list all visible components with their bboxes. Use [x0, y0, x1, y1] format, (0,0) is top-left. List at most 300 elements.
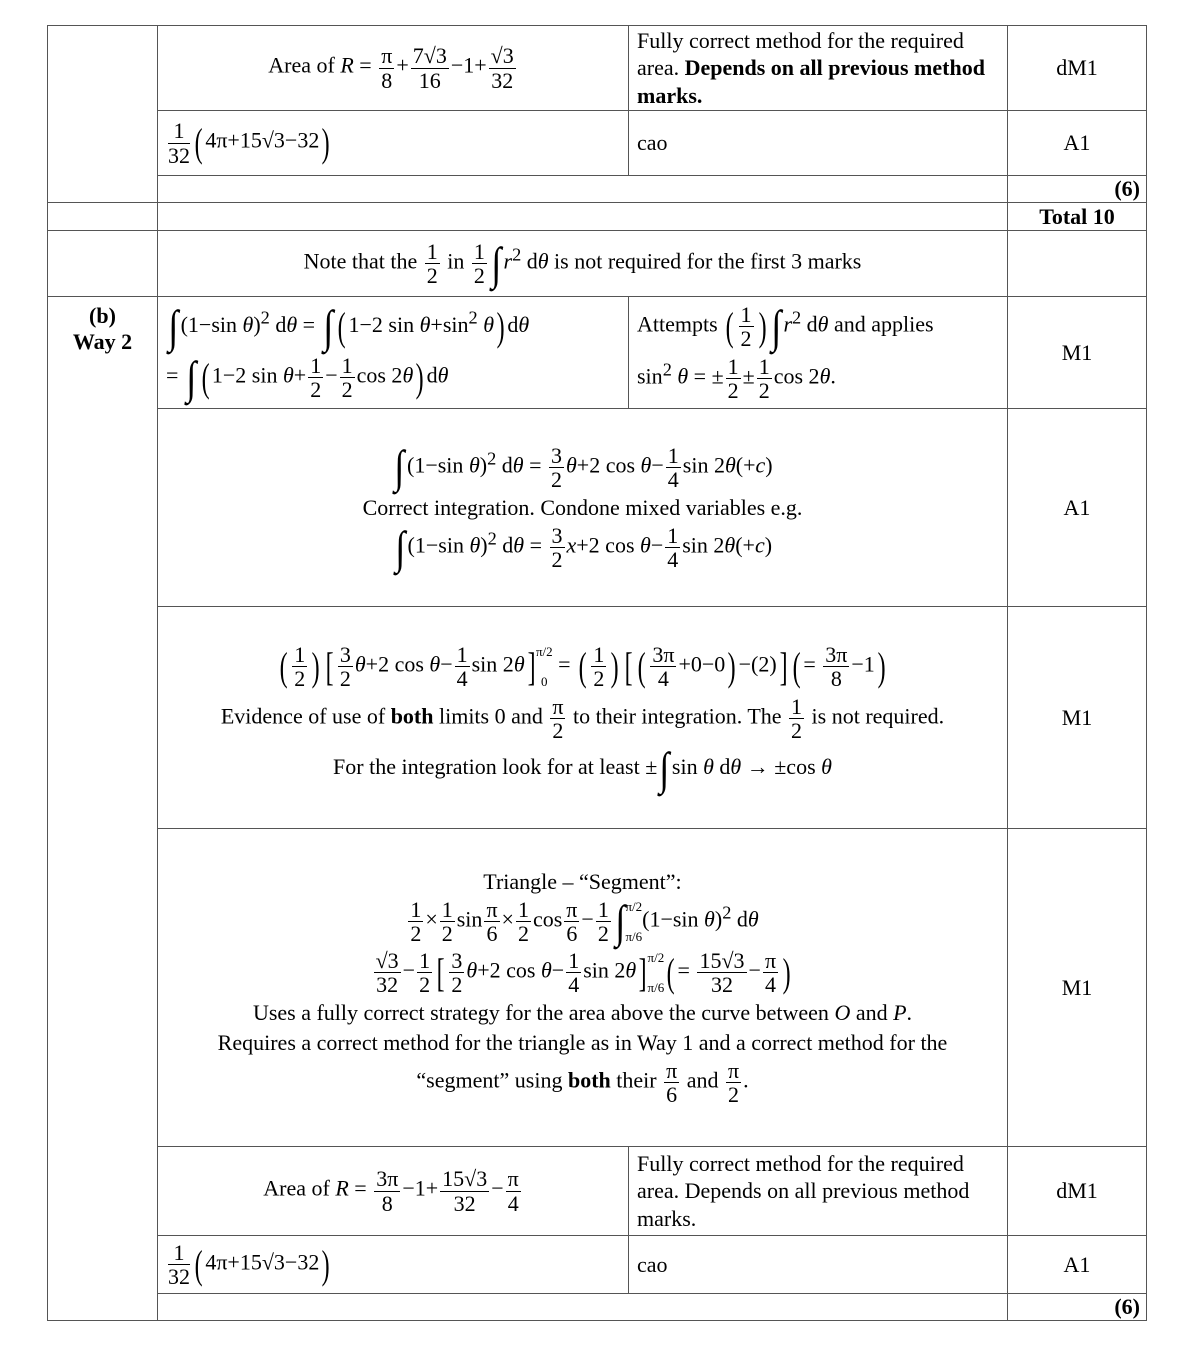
- numerator: 3: [550, 442, 562, 468]
- text-line: [166, 351, 620, 403]
- numerator: 1: [791, 693, 803, 719]
- bracket: [: [325, 643, 334, 689]
- math-text: −: [651, 452, 664, 478]
- table-row: [48, 231, 1147, 297]
- numerator: 3π: [376, 1166, 399, 1192]
- math-text: ): [253, 311, 261, 337]
- math-text: −: [325, 362, 338, 388]
- math-variable: θ: [817, 311, 829, 337]
- math-text: −1: [851, 651, 875, 677]
- fraction: [338, 643, 353, 690]
- fraction: [168, 119, 190, 166]
- mark: dM1: [1008, 26, 1147, 111]
- math-text: .: [830, 363, 836, 389]
- math-variable: θ: [677, 363, 689, 389]
- question-cell: [48, 26, 158, 203]
- denominator: 2: [597, 921, 609, 947]
- working: [166, 300, 620, 403]
- math-variable: r: [783, 311, 792, 337]
- math-text: +0−0: [678, 651, 726, 677]
- math-text: is not required.: [806, 703, 945, 729]
- text-line: [166, 949, 999, 996]
- fraction: [666, 444, 681, 491]
- guidance: [637, 129, 999, 157]
- fraction: [550, 524, 565, 571]
- math-variable: θ: [468, 452, 480, 478]
- mark: A1: [1008, 409, 1147, 607]
- numerator: √3: [375, 948, 399, 974]
- numerator: 1: [168, 1241, 190, 1265]
- table-row: [48, 1147, 1147, 1236]
- numerator: 7√3: [412, 43, 447, 69]
- denominator: 2: [517, 921, 529, 947]
- fraction: [739, 303, 754, 350]
- denominator: 32: [168, 142, 190, 168]
- working: [166, 1241, 620, 1288]
- math-variable: θ: [730, 753, 742, 779]
- superscript: 2: [662, 358, 672, 379]
- table-row: [48, 203, 1147, 231]
- math-text: ): [764, 532, 773, 558]
- working: [166, 1167, 620, 1214]
- guidance: [637, 1150, 999, 1233]
- table-row: [48, 297, 1147, 409]
- table-row: [48, 1236, 1147, 1294]
- bracket: (: [792, 643, 801, 689]
- text-line: [166, 237, 999, 289]
- denominator: 4: [507, 1190, 519, 1216]
- integral-sign: ∫: [771, 300, 782, 352]
- numerator: 1: [593, 642, 605, 668]
- numerator: 3π: [652, 642, 675, 668]
- guidance: [637, 1251, 999, 1279]
- integral-sign: ∫: [491, 237, 502, 289]
- math-text: ×: [501, 906, 514, 932]
- math-text: =: [523, 452, 547, 478]
- working: [166, 869, 999, 1106]
- numerator: 3: [339, 642, 351, 668]
- text-line: [166, 869, 999, 894]
- math-text: d: [269, 311, 287, 337]
- text-line: [166, 441, 999, 493]
- math-text: +2 cos: [576, 532, 640, 558]
- math-text: sin: [456, 906, 483, 932]
- math-text: d: [496, 532, 514, 558]
- table-row: [48, 26, 1147, 111]
- math-text: 4π+15√3−32: [205, 1249, 320, 1275]
- numerator: 15√3: [442, 1166, 488, 1192]
- math-text: d: [507, 311, 519, 337]
- math-text: −: [491, 1176, 504, 1202]
- math-variable: θ: [704, 906, 715, 932]
- denominator: 32: [168, 1264, 190, 1289]
- text-line: [166, 521, 999, 573]
- math-variable: θ: [242, 311, 254, 337]
- math-text: → ±cos: [741, 753, 822, 779]
- upper-limit: π/2: [535, 643, 553, 659]
- mark-total: (6): [1008, 1294, 1147, 1321]
- denominator: 8: [381, 67, 393, 93]
- fraction: [411, 44, 449, 91]
- math-text: 1−2 sin: [211, 362, 283, 388]
- denominator: 2: [728, 1082, 739, 1108]
- fraction: [425, 240, 440, 287]
- bracket: ): [782, 949, 791, 995]
- denominator: 4: [456, 666, 468, 692]
- text-line: [637, 300, 999, 352]
- math-text: ): [479, 452, 488, 478]
- integral-sign: ∫: [186, 351, 197, 403]
- fraction: [292, 643, 307, 690]
- fraction: [408, 898, 423, 945]
- table-row: [48, 607, 1147, 829]
- lower-limit: π/6: [625, 929, 643, 945]
- numerator: 3: [451, 948, 463, 974]
- denominator: 4: [657, 666, 669, 692]
- denominator: 32: [491, 67, 514, 93]
- math-variable: θ: [286, 311, 298, 337]
- math-variable: θ: [469, 532, 481, 558]
- math-text: ): [765, 452, 773, 478]
- text-line: [166, 1030, 999, 1055]
- fraction: [484, 898, 499, 945]
- bracket: (: [666, 949, 675, 995]
- math-text: Area of: [268, 53, 341, 79]
- math-text: −(2): [738, 651, 777, 677]
- math-text: d: [496, 452, 513, 478]
- fraction: [763, 949, 778, 996]
- math-text: −: [581, 906, 594, 932]
- math-variable: θ: [466, 957, 478, 983]
- numerator: 1: [667, 442, 679, 468]
- note: [166, 237, 999, 289]
- bold-text: both: [567, 1067, 611, 1093]
- bracket: ): [415, 354, 424, 400]
- superscript: 2: [512, 244, 522, 265]
- fraction: [664, 1059, 679, 1106]
- numerator: 1: [310, 352, 322, 378]
- math-variable: θ: [354, 651, 366, 677]
- numerator: π: [486, 897, 498, 923]
- bracket: ): [758, 303, 767, 349]
- bracket: ]: [638, 949, 647, 995]
- math-variable: R: [335, 1176, 349, 1202]
- working: [166, 44, 620, 91]
- math-text: and: [681, 1067, 724, 1093]
- math-text: limits 0 and: [433, 703, 549, 729]
- math-text: d: [713, 753, 731, 779]
- math-text: sin: [637, 363, 663, 389]
- math-variable: θ: [625, 957, 637, 983]
- bracket: ): [877, 643, 886, 689]
- math-variable: r: [503, 248, 513, 274]
- math-text: −: [440, 651, 453, 677]
- math-text: (1−sin: [642, 906, 705, 932]
- math-text: +sin: [430, 311, 469, 337]
- math-variable: θ: [819, 363, 831, 389]
- math-text: .: [743, 1067, 749, 1093]
- math-text: .: [906, 1000, 913, 1026]
- math-text: d: [426, 362, 438, 388]
- fraction: [472, 240, 487, 287]
- text-line: [166, 495, 999, 520]
- numerator: π: [666, 1058, 678, 1084]
- limits: [648, 950, 665, 996]
- math-text: 4π+15√3−32: [205, 128, 320, 154]
- math-text: =: [348, 1176, 373, 1202]
- question-total: Total 10: [1008, 203, 1147, 231]
- denominator: 4: [667, 466, 679, 492]
- math-text: sin 2: [682, 452, 725, 478]
- fraction: [417, 949, 432, 996]
- limits: [536, 644, 553, 690]
- math-text: +: [293, 362, 307, 388]
- denominator: 2: [551, 547, 563, 573]
- fraction: [516, 898, 531, 945]
- bracket: ]: [527, 643, 536, 689]
- table-row: [48, 409, 1147, 607]
- numerator: 1: [441, 897, 453, 923]
- math-text: =: [677, 957, 696, 983]
- guidance: [637, 27, 999, 110]
- denominator: 6: [666, 1082, 678, 1108]
- math-text: (1−sin: [407, 452, 469, 478]
- fraction: [550, 695, 565, 742]
- numerator: 1: [419, 948, 431, 974]
- math-text: cao: [637, 1251, 668, 1277]
- upper-limit: π/2: [625, 898, 643, 914]
- math-text: Requires a correct method for the triangle as in Way 1 and a correct method for the: [217, 1029, 948, 1055]
- numerator: 1: [410, 897, 422, 923]
- bracket: [: [624, 643, 633, 689]
- math-text: their: [610, 1067, 663, 1093]
- math-text: cao: [637, 130, 668, 156]
- numerator: 1: [426, 238, 438, 264]
- math-variable: θ: [402, 362, 414, 388]
- math-text: ): [714, 906, 723, 932]
- math-text: cos 2: [356, 362, 403, 388]
- denominator: 16: [418, 67, 441, 93]
- numerator: 1: [473, 238, 485, 264]
- math-variable: θ: [724, 452, 736, 478]
- math-text: Evidence of use of: [220, 703, 391, 729]
- table-row: [48, 1294, 1147, 1321]
- mark: M1: [1008, 829, 1147, 1147]
- math-variable: x: [566, 532, 577, 558]
- math-text: (1−sin: [407, 532, 470, 558]
- denominator: 4: [765, 972, 777, 998]
- bracket: ): [321, 1241, 330, 1287]
- fraction: [449, 949, 464, 996]
- math-text: =: [803, 651, 822, 677]
- numerator: 1: [517, 897, 529, 923]
- denominator: 6: [486, 921, 498, 947]
- bracket: ]: [779, 643, 788, 689]
- numerator: π: [566, 897, 578, 923]
- numerator: 1: [740, 302, 752, 328]
- table-row: [48, 176, 1147, 203]
- fraction: [379, 44, 394, 91]
- math-text: +2 cos: [365, 651, 430, 677]
- math-text: d: [801, 311, 818, 337]
- fraction: [665, 524, 680, 571]
- mark: A1: [1008, 111, 1147, 176]
- denominator: 4: [667, 547, 679, 573]
- bracket: (: [279, 643, 288, 689]
- fraction: [374, 949, 401, 996]
- integral-sign: ∫: [395, 521, 406, 573]
- text-line: [166, 643, 999, 690]
- numerator: 15√3: [699, 948, 745, 974]
- integral-sign: ∫: [168, 300, 179, 352]
- math-text: sin: [671, 753, 704, 779]
- numerator: 1: [727, 353, 739, 379]
- denominator: 2: [310, 377, 322, 402]
- text-line: [166, 1059, 999, 1106]
- math-text: 1−2 sin: [348, 311, 420, 337]
- fraction: [549, 444, 564, 491]
- mark-total: (6): [1008, 176, 1147, 203]
- denominator: 2: [550, 466, 562, 492]
- denominator: 2: [727, 377, 739, 403]
- upper-limit: π/2: [647, 949, 665, 965]
- math-text: (+: [735, 532, 755, 558]
- integral-sign: ∫: [615, 895, 626, 947]
- denominator: 2: [593, 666, 605, 692]
- math-text: ×: [425, 906, 438, 932]
- denominator: 32: [711, 972, 733, 998]
- denominator: 2: [552, 717, 564, 743]
- text-line: [637, 355, 999, 402]
- part-label: (b): [89, 303, 116, 328]
- math-text: in: [441, 248, 470, 274]
- math-text: cos 2: [773, 363, 820, 389]
- superscript: 2: [722, 902, 732, 923]
- math-variable: θ: [437, 362, 449, 388]
- denominator: 2: [410, 921, 422, 947]
- math-text: sin 2: [583, 957, 626, 983]
- fraction: [374, 1167, 400, 1214]
- numerator: 1: [758, 353, 770, 379]
- math-variable: θ: [513, 651, 525, 677]
- math-text: sin 2: [471, 651, 514, 677]
- fraction: [564, 898, 579, 945]
- denominator: 6: [566, 921, 578, 947]
- math-variable: c: [754, 532, 765, 558]
- denominator: 8: [830, 666, 842, 692]
- bracket: ): [321, 120, 330, 165]
- denominator: 2: [740, 326, 752, 352]
- lower-limit: 0: [541, 674, 548, 690]
- math-text: Fully correct method for the required area. Depends on all previous method marks.: [637, 1150, 970, 1231]
- math-text: (1−sin: [180, 311, 243, 337]
- bracket: ): [611, 643, 620, 689]
- denominator: 2: [294, 666, 306, 692]
- fraction: [440, 1167, 489, 1214]
- superscript: 2: [792, 307, 802, 328]
- guidance: [637, 300, 999, 403]
- math-variable: θ: [821, 753, 832, 779]
- bracket: ): [496, 303, 505, 349]
- fraction: [308, 354, 323, 401]
- fraction: [757, 355, 772, 402]
- math-text: −1+: [450, 53, 487, 79]
- math-variable: θ: [703, 753, 714, 779]
- denominator: 4: [568, 972, 580, 998]
- fraction: [697, 949, 746, 996]
- math-variable: θ: [483, 311, 494, 337]
- superscript: 2: [260, 307, 270, 328]
- part-label-cell: [48, 297, 158, 1321]
- bold-text: Depends on all previous method marks.: [637, 55, 985, 108]
- mark: M1: [1008, 607, 1147, 829]
- numerator: 1: [568, 948, 580, 974]
- mark: A1: [1008, 1236, 1147, 1294]
- math-text: Note that the: [303, 248, 423, 274]
- bracket: [: [436, 949, 445, 995]
- math-variable: θ: [640, 452, 652, 478]
- numerator: π: [552, 693, 564, 719]
- math-text: −: [402, 957, 416, 983]
- numerator: 3π: [825, 642, 848, 668]
- math-text: =: [353, 53, 378, 79]
- math-text: and applies: [828, 311, 934, 337]
- bracket: (: [337, 303, 346, 349]
- integral-sign: ∫: [322, 300, 333, 352]
- lower-limit: π/6: [647, 980, 665, 996]
- math-text: −: [551, 957, 565, 983]
- denominator: 2: [451, 972, 463, 998]
- fraction: [823, 643, 849, 690]
- fraction: [440, 898, 455, 945]
- text-line: [166, 742, 999, 794]
- numerator: 1: [597, 897, 609, 923]
- denominator: 2: [473, 263, 485, 288]
- math-text: −: [748, 957, 761, 983]
- math-text: to their integration. The: [567, 703, 788, 729]
- table-row: [48, 829, 1147, 1147]
- numerator: π: [727, 1058, 740, 1084]
- working: [166, 441, 999, 573]
- math-text: “segment” using: [416, 1067, 568, 1093]
- math-variable: θ: [282, 362, 294, 388]
- math-variable: θ: [513, 532, 525, 558]
- text-line: [166, 695, 999, 742]
- denominator: 2: [339, 666, 351, 692]
- math-text: =: [297, 311, 321, 337]
- math-text: Uses a fully correct strategy for the area above the curve between: [252, 1000, 835, 1026]
- math-variable: θ: [537, 248, 549, 274]
- math-variable: θ: [512, 452, 524, 478]
- bracket: (: [578, 643, 587, 689]
- math-text: d: [731, 906, 748, 932]
- fraction: [591, 643, 606, 690]
- text-line: [166, 300, 620, 352]
- math-variable: θ: [565, 452, 577, 478]
- math-variable: θ: [419, 311, 431, 337]
- fraction: [340, 354, 355, 401]
- numerator: π: [381, 43, 393, 69]
- math-text: Fully correct method for the required area.: [637, 27, 964, 81]
- math-text: Correct integration. Condone mixed variables e.g.: [362, 494, 803, 520]
- superscript: 2: [487, 528, 497, 549]
- math-variable: θ: [640, 532, 651, 558]
- mark: M1: [1008, 297, 1147, 409]
- math-variable: θ: [540, 957, 552, 983]
- denominator: 32: [453, 1190, 476, 1216]
- table-row: [48, 111, 1147, 176]
- fraction: [506, 1167, 521, 1214]
